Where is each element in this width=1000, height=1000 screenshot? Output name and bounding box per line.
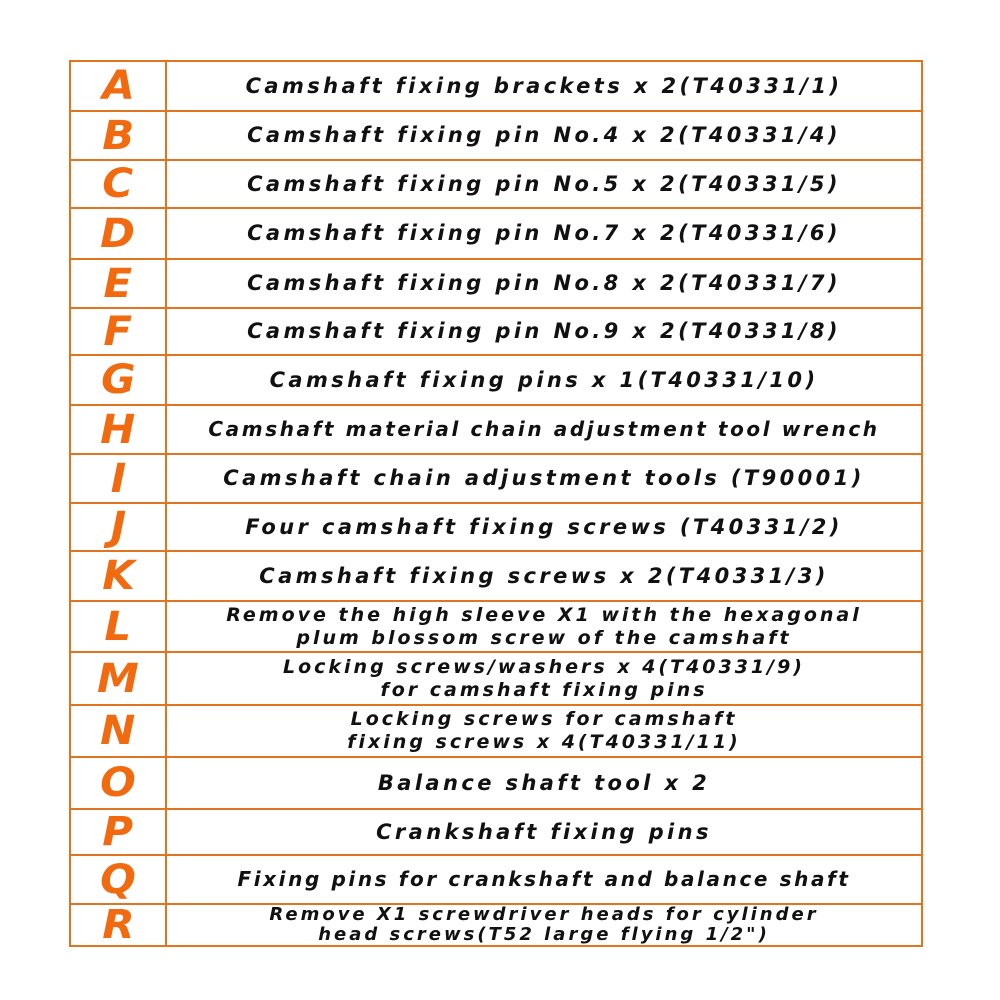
letter-cell <box>71 902 167 948</box>
row-letter: K <box>101 553 135 599</box>
letter-cell <box>71 706 167 756</box>
description-cell <box>167 504 921 550</box>
table-row <box>71 209 921 260</box>
row-letter: B <box>101 112 135 159</box>
letter-cell <box>71 552 167 600</box>
row-description: Remove the high sleeve X1 with the hexagonal plum blossom screw of the camshaft <box>226 603 862 649</box>
table-row <box>71 455 921 504</box>
description-cell <box>167 260 921 307</box>
letter-cell <box>71 309 167 354</box>
row-letter: I <box>110 455 126 502</box>
description-cell <box>167 602 921 651</box>
row-description: Balance shaft tool x 2 <box>377 770 711 795</box>
row-description: Locking screws for camshaft fixing screws x 4(T40331/11) <box>347 708 741 753</box>
description-cell <box>167 905 921 945</box>
table-row <box>71 602 921 653</box>
letter-cell <box>71 161 167 207</box>
row-description: Fixing pins for crankshaft and balance shaft <box>237 866 851 891</box>
description-cell <box>167 653 921 704</box>
description-cell <box>167 406 921 453</box>
row-description: Camshaft fixing brackets x 2(T40331/1) <box>245 73 843 98</box>
table-row <box>71 856 921 905</box>
description-cell <box>167 856 921 903</box>
row-letter: R <box>101 902 135 948</box>
row-letter: N <box>100 708 136 754</box>
row-description: Camshaft fixing pin No.4 x 2(T40331/4) <box>247 123 841 148</box>
letter-cell <box>71 112 167 159</box>
row-letter: J <box>110 504 126 550</box>
row-letter: O <box>100 760 136 806</box>
description-cell <box>167 309 921 354</box>
row-description: Locking screws/washers x 4(T40331/9) for camshaft fixing pins <box>282 655 805 701</box>
row-letter: G <box>100 357 136 403</box>
table-row <box>71 260 921 309</box>
description-cell <box>167 706 921 756</box>
row-letter: H <box>100 406 136 453</box>
row-letter: D <box>100 210 136 257</box>
row-letter: F <box>103 308 133 355</box>
row-description: Camshaft fixing screws x 2(T40331/3) <box>259 563 829 588</box>
table-row <box>71 112 921 161</box>
description-cell <box>167 356 921 404</box>
table-row <box>71 62 921 112</box>
row-description: Camshaft fixing pin No.9 x 2(T40331/8) <box>247 319 841 344</box>
letter-cell <box>71 209 167 258</box>
table-row <box>71 504 921 552</box>
letter-cell <box>71 758 167 808</box>
letter-cell <box>71 810 167 854</box>
row-description: Camshaft fixing pin No.8 x 2(T40331/7) <box>247 271 841 296</box>
row-description: Camshaft chain adjustment tools (T90001) <box>223 466 865 491</box>
row-description: Crankshaft fixing pins <box>376 819 712 844</box>
table-row <box>71 309 921 356</box>
table-row <box>71 356 921 406</box>
letter-cell <box>71 653 167 704</box>
description-cell <box>167 758 921 808</box>
description-cell <box>167 62 921 110</box>
letter-cell <box>71 856 167 903</box>
row-letter: A <box>101 63 135 109</box>
table-row <box>71 758 921 810</box>
description-cell <box>167 161 921 207</box>
description-cell <box>167 455 921 502</box>
row-letter: C <box>102 161 134 207</box>
letter-cell <box>71 406 167 453</box>
table-row <box>71 161 921 209</box>
row-letter: P <box>102 809 134 855</box>
table-row <box>71 406 921 455</box>
row-letter: E <box>103 260 133 307</box>
table-row <box>71 706 921 758</box>
row-letter: M <box>97 655 139 702</box>
row-description: Camshaft fixing pins x 1(T40331/10) <box>269 367 819 392</box>
row-description: Camshaft material chain adjustment tool wrench <box>208 416 880 441</box>
row-description: Camshaft fixing pin No.7 x 2(T40331/6) <box>247 221 841 246</box>
table-row <box>71 902 921 948</box>
letter-cell <box>71 504 167 550</box>
row-letter: Q <box>100 856 136 903</box>
letter-cell <box>71 602 167 651</box>
description-cell <box>167 112 921 159</box>
row-description: Camshaft fixing pin No.5 x 2(T40331/5) <box>247 171 841 196</box>
description-cell <box>167 810 921 854</box>
description-cell <box>167 209 921 258</box>
table-row <box>71 810 921 856</box>
letter-cell <box>71 260 167 307</box>
letter-cell <box>71 62 167 110</box>
letter-cell <box>71 356 167 404</box>
description-cell <box>167 552 921 600</box>
row-letter: L <box>104 603 132 650</box>
row-description: Four camshaft fixing screws (T40331/2) <box>245 514 843 539</box>
letter-cell <box>71 455 167 502</box>
row-description: Remove X1 screwdriver heads for cylinder head screws(T52 large flying 1/2") <box>269 905 819 945</box>
table-row <box>71 653 921 706</box>
tool-list-table <box>69 60 923 947</box>
table-row <box>71 552 921 602</box>
